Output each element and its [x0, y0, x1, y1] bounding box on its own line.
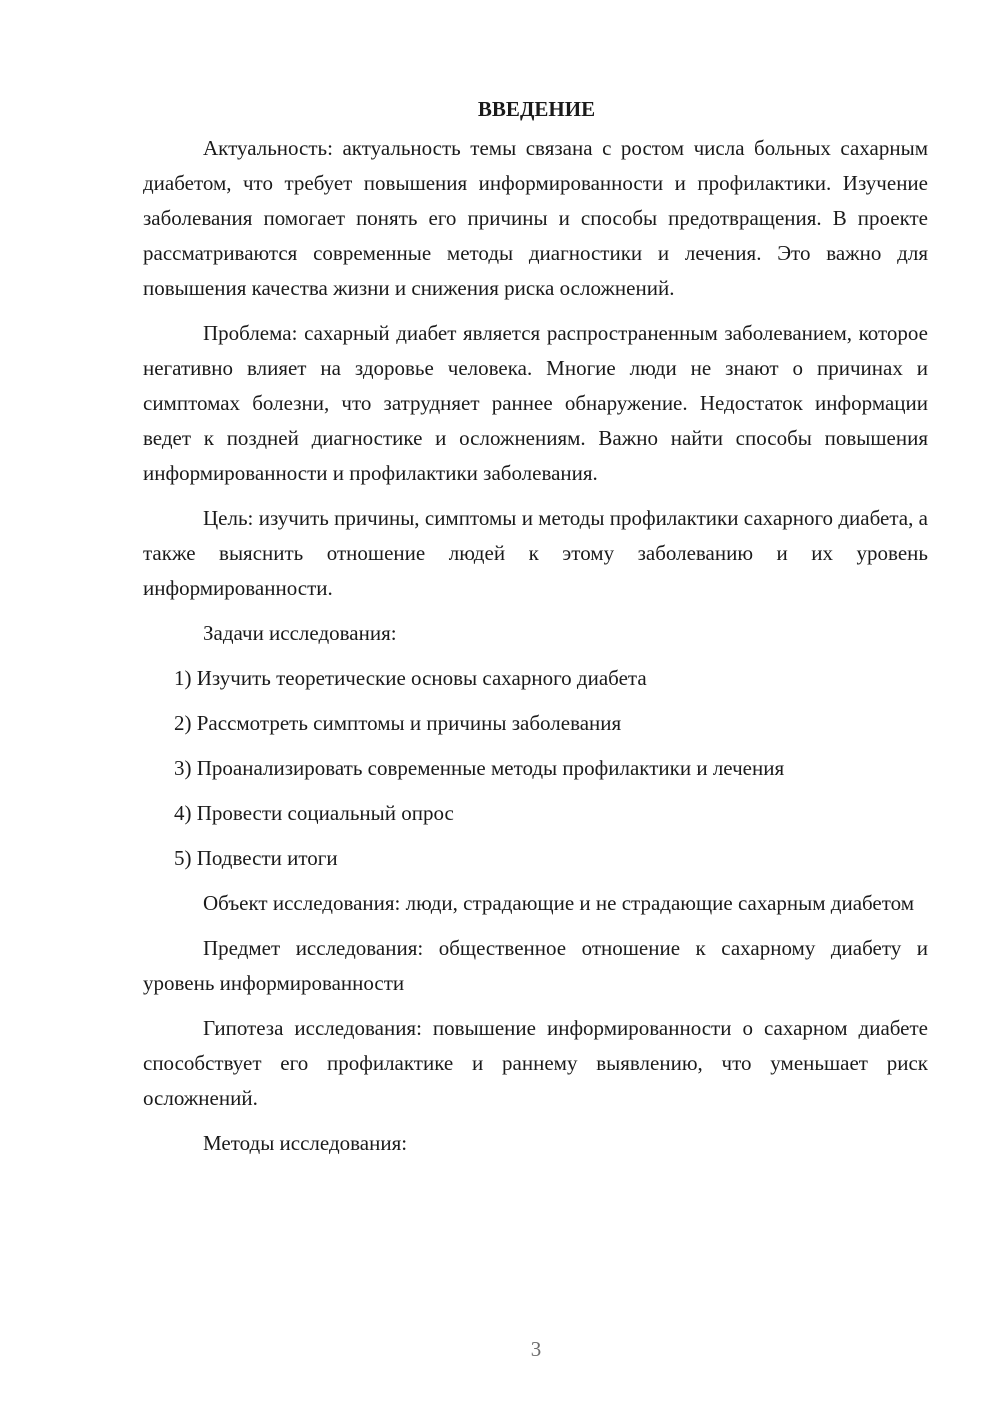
methods-heading: Методы исследования: — [203, 1131, 408, 1155]
subject-paragraph: Предмет исследования: общественное отношение к сахарному диабету и уровень информированности — [143, 936, 928, 995]
section-title: ВВЕДЕНИЕ — [477, 97, 596, 121]
page-content — [143, 92, 928, 1171]
goal-paragraph: Цель: изучить причины, симптомы и методы профилактики сахарного диабета, а также выяснить отношение людей к этому заболеванию и их уровень информированности. — [143, 506, 928, 600]
list-item: 4) Провести социальный опрос — [174, 801, 454, 825]
list-item: 3) Проанализировать современные методы профилактики и лечения — [174, 756, 785, 780]
page-number: 3 — [530, 1337, 542, 1361]
hypothesis-paragraph: Гипотеза исследования: повышение информированности о сахарном диабете способствует его профилактике и раннему выявлению, что уменьшает риск осложнений. — [143, 1016, 928, 1110]
tasks-list — [143, 661, 928, 876]
tasks-heading: Задачи исследования: — [203, 621, 397, 645]
object-paragraph: Объект исследования: люди, страдающие и не страдающие сахарным диабетом — [203, 891, 915, 915]
list-item: 2) Рассмотреть симптомы и причины заболевания — [174, 711, 622, 735]
relevance-paragraph: Актуальность: актуальность темы связана с ростом числа больных сахарным диабетом, что требует повышения информированности и профилактики. Изучение заболевания помогает понять его причины и способы предотвращения. В проекте рассматриваются современные методы диагностики и лечения. Это важно для повышения качества жизни и снижения риска осложнений. — [143, 136, 928, 300]
problem-paragraph: Проблема: сахарный диабет является распространенным заболеванием, которое негативно влияет на здоровье человека. Многие люди не знают о причинах и симптомах болезни, что затрудняет раннее обнаружение. Недостаток информации ведет к поздней диагностике и осложнениям. Важно найти способы повышения информированности и профилактики заболевания. — [143, 321, 928, 485]
list-item: 1) Изучить теоретические основы сахарного диабета — [174, 666, 647, 690]
list-item: 5) Подвести итоги — [174, 846, 338, 870]
